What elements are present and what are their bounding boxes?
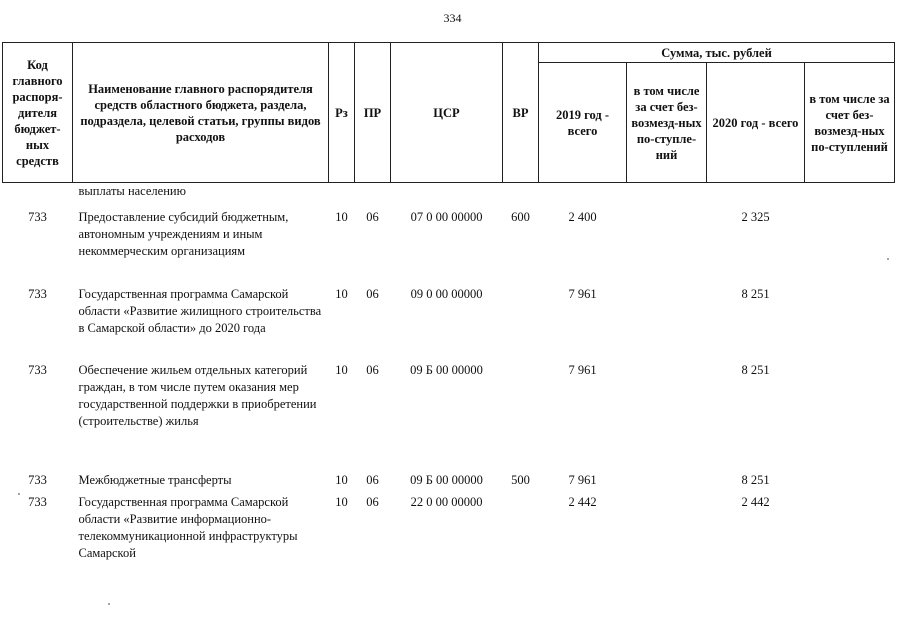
cell-2020-free bbox=[805, 494, 895, 584]
header-rz: Рз bbox=[329, 43, 355, 183]
cell-code: 733 bbox=[28, 495, 47, 509]
cell-csr: 07 0 00 00000 bbox=[410, 210, 483, 224]
cell-2020-free bbox=[805, 362, 895, 472]
header-pr: ПР bbox=[355, 43, 391, 183]
header-2020-free: в том числе за счет без-возмезд-ных по-ступлений bbox=[805, 63, 895, 183]
cell-2020-free bbox=[805, 472, 895, 494]
header-csr: ЦСР bbox=[391, 43, 503, 183]
cell-2019-total: 2 400 bbox=[568, 210, 597, 224]
cell-2020-free bbox=[805, 286, 895, 362]
cell-2019-free bbox=[627, 472, 707, 494]
cell-pr: 06 bbox=[366, 495, 379, 509]
header-2020-total: 2020 год - всего bbox=[707, 63, 805, 183]
header-sum-group: Сумма, тыс. рублей bbox=[539, 43, 895, 63]
budget-table bbox=[2, 42, 895, 584]
table-row bbox=[3, 362, 895, 472]
continuation-text: выплаты населению bbox=[78, 184, 186, 198]
cell-2020-total: 8 251 bbox=[741, 287, 770, 301]
table-row bbox=[3, 286, 895, 362]
cell-rz: 10 bbox=[335, 473, 348, 487]
table-body bbox=[3, 183, 895, 585]
scan-speck bbox=[18, 493, 20, 495]
table-row bbox=[3, 494, 895, 584]
cell-pr: 06 bbox=[366, 473, 379, 487]
cell-2020-total: 8 251 bbox=[741, 363, 770, 377]
cell-pr: 06 bbox=[366, 363, 379, 377]
cell-code: 733 bbox=[28, 210, 47, 224]
cell-csr: 09 Б 00 00000 bbox=[410, 363, 483, 377]
cell-name: Межбюджетные трансферты bbox=[78, 473, 232, 487]
cell-pr: 06 bbox=[366, 210, 379, 224]
cell-pr: 06 bbox=[366, 287, 379, 301]
cell-rz: 10 bbox=[335, 363, 348, 377]
table-header bbox=[3, 43, 895, 183]
cell-2019-total: 2 442 bbox=[568, 495, 597, 509]
cell-name: Обеспечение жильем отдельных категорий граждан, в том числе путем оказания мер государственной поддержки в приобретении (строительстве) жилья bbox=[78, 363, 317, 428]
cell-2019-free bbox=[627, 209, 707, 286]
header-2019-free: в том числе за счет без-возмезд-ных по-ступле-ний bbox=[627, 63, 707, 183]
header-name: Наименование главного распорядителя средств областного бюджета, раздела, подраздела, целевой статьи, группы видов расходов bbox=[73, 43, 329, 183]
cell-csr: 22 0 00 00000 bbox=[410, 495, 483, 509]
cell-name: Государственная программа Самарской области «Развитие жилищного строительства в Самарской области» до 2020 года bbox=[78, 287, 322, 335]
cell-vr bbox=[503, 362, 539, 472]
cell-name: Государственная программа Самарской области «Развитие информационно-телекоммуникационной инфраструктуры Самарской bbox=[78, 495, 298, 560]
header-code: Код главного распоря-дителя бюджет-ных средств bbox=[3, 43, 73, 183]
cell-2020-total: 2 442 bbox=[741, 495, 770, 509]
cell-csr: 09 0 00 00000 bbox=[410, 287, 483, 301]
cell-rz: 10 bbox=[335, 210, 348, 224]
cell-vr: 500 bbox=[511, 473, 530, 487]
cell-2019-total: 7 961 bbox=[568, 287, 597, 301]
cell-2019-total: 7 961 bbox=[568, 473, 597, 487]
cell-2020-free bbox=[805, 209, 895, 286]
header-vr: ВР bbox=[503, 43, 539, 183]
scan-speck bbox=[887, 258, 889, 260]
cell-csr: 09 Б 00 00000 bbox=[410, 473, 483, 487]
cell-2019-free bbox=[627, 362, 707, 472]
cell-rz: 10 bbox=[335, 287, 348, 301]
cell-rz: 10 bbox=[335, 495, 348, 509]
cell-vr bbox=[503, 286, 539, 362]
page-number: 334 bbox=[443, 11, 462, 25]
cell-code: 733 bbox=[28, 287, 47, 301]
header-2019-total: 2019 год - всего bbox=[539, 63, 627, 183]
table-row bbox=[3, 472, 895, 494]
cell-2019-free bbox=[627, 494, 707, 584]
continuation-row bbox=[3, 183, 895, 201]
cell-vr bbox=[503, 494, 539, 584]
table-row bbox=[3, 209, 895, 286]
cell-2019-total: 7 961 bbox=[568, 363, 597, 377]
cell-vr: 600 bbox=[511, 210, 530, 224]
cell-2020-total: 8 251 bbox=[741, 473, 770, 487]
cell-name: Предоставление субсидий бюджетным, автономным учреждениям и иным некоммерческим организациям bbox=[78, 210, 289, 258]
cell-2020-total: 2 325 bbox=[741, 210, 770, 224]
scan-speck bbox=[108, 603, 110, 605]
cell-2019-free bbox=[627, 286, 707, 362]
cell-code: 733 bbox=[28, 473, 47, 487]
cell-code: 733 bbox=[28, 363, 47, 377]
